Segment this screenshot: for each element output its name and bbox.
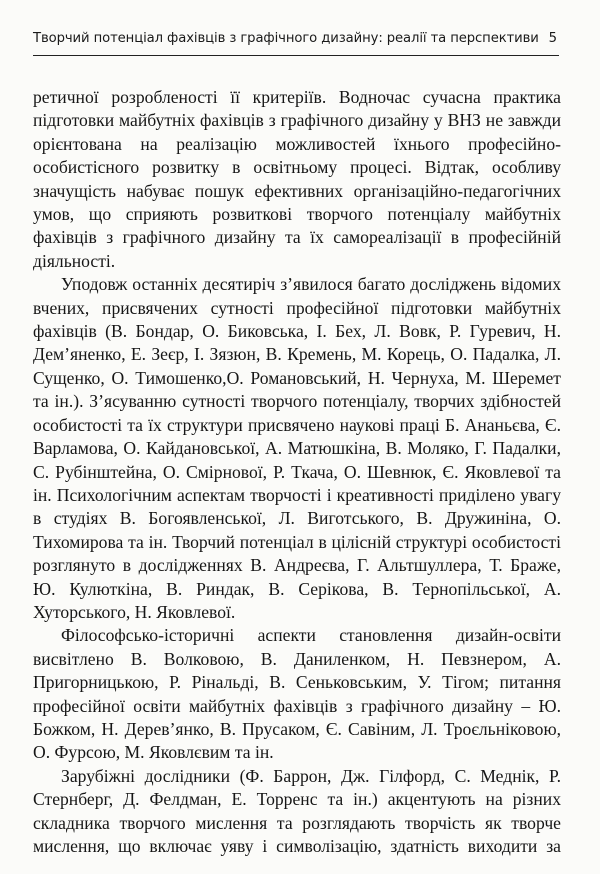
paragraph-design-education: Філософсько-історичні аспекти становлення дизайн-освіти висвітлено В. Волковою, В. Даниленком, Н. Певзнером, А. Пригорницькою, Р. Рінальді, В. Сеньковським, У. Тігом; питання професійної освіти майбутніх фахівців з графічного дизайну – Ю. Божком, Н. Дерев’янко, В. Прусаком, Є. Савіним, Л. Троєльніковою, О. Фурсою, М. Яковлєвим та ін. [33, 625, 561, 763]
body-text [33, 86, 561, 858]
running-header-title: Творчий потенціал фахівців з графічного дизайну: реалії та перспективи [33, 31, 539, 46]
page-number: 5 [548, 31, 557, 46]
running-header [33, 31, 559, 56]
paragraph-foreign-researchers: Зарубіжні дослідники (Ф. Баррон, Дж. Гілфорд, С. Меднік, Р. Стернберг, Д. Фелдман, Е. Торренс та ін.) акцентують на різних складника творчого мислення та розглядають творчість як творче мислення, що включає уяву і символізацію, здатність виходити за [33, 765, 561, 856]
paragraph-continued: ретичної розробленості її критеріїв. Водночас сучасна практика підготовки майбутніх фахівців з графічного дизайну у ВНЗ не завжди орієнтована на реалізацію можливостей їхнього професійно-особистісного розвитку в освітньому процесі. Відтак, особливу значущість набуває пошук ефективних організаційно-педагогічних умов, що сприяють розвиткові творчого потенціалу майбутніх фахівців з графічного дизайну та їх самореалізації в професійній діяльності. [33, 87, 561, 271]
paragraph-research-review: Уподовж останніх десятиріч з’явилося багато досліджень відомих вчених, присвячених сутності професійної підготовки майбутніх фахівців (В. Бондар, О. Биковська, І. Бех, Л. Вовк, Р. Гуревич, Н. Дем’яненко, Е. Зеєр, І. Зязюн, В. Кремень, М. Корець, О. Падалка, Л. Сущенко, О. Тимошенко,О. Романовський, Н. Чернуха, М. Шеремет та ін.). З’ясуванню сутності творчого потенціалу, творчих здібностей особистості та їх структури присвячено наукові праці Б. Ананьєва, Є. Варламова, О. Кайдановської, А. Матюшкіна, В. Моляко, Г. Падалки, С. Рубінштейна, О. Смірнової, Р. Ткача, О. Шевнюк, Є. Яковлевої та ін. Психологічним аспектам творчості і креативності приділено увагу в студіях В. Богоявленської, Л. Виготського, В. Дружиніна, О. Тихомирова та ін. Творчий потенціал в цілісній структурі особистості розглянуто в дослідженнях В. Андреєва, Г. Альтшуллера, Т. Браже, Ю. Кулюткіна, В. Риндак, В. Серікова, В. Тернопільської, А. Хуторського, Н. Яковлевої. [33, 274, 561, 622]
